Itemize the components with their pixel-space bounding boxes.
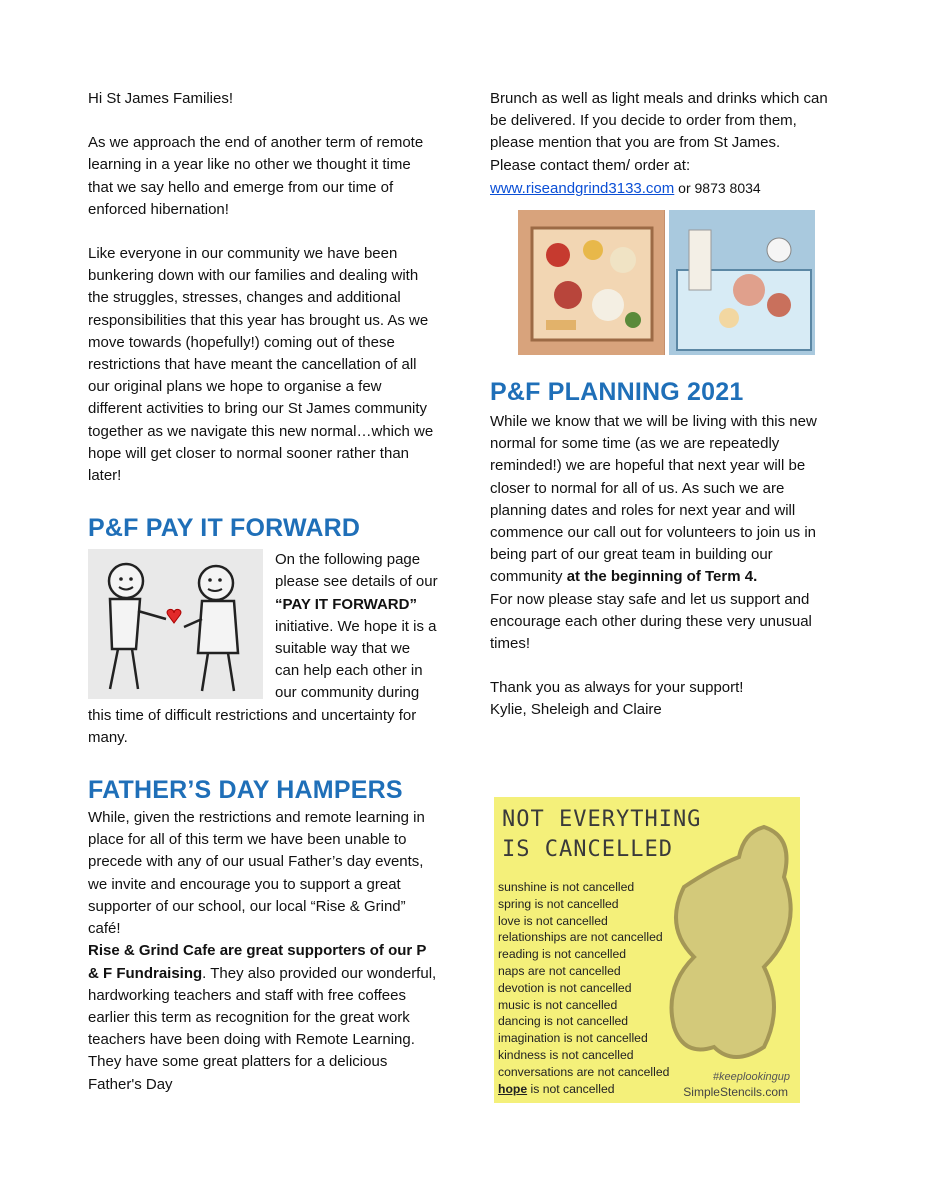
poster-item: music is not cancelled (498, 997, 618, 1012)
thanks-line: Thank you as always for your support! (490, 679, 744, 697)
payit-text-2: initiative. We hope it is a suitable way that we can help each other in our community during this time of difficult restrictions and uncertainty for many. (88, 617, 437, 746)
greeting: Hi St James Families! (88, 90, 234, 107)
hope-rest: is not cancelled (527, 1081, 615, 1096)
payit-bold: “PAY IT FORWARD” (275, 595, 417, 613)
link-line (490, 177, 840, 200)
poster-item: devotion is not cancelled (498, 980, 632, 995)
rise-grind-link[interactable]: www.riseandgrind3133.com (490, 179, 675, 197)
poster-item: sunshine is not cancelled (498, 880, 635, 894)
intro-paragraph: As we approach the end of another term of remote learning in a year like no other we thought it time that we say hello and emerge from our time of enforced hibernation! (88, 134, 424, 218)
planning-heading: P&F PLANNING 2021 (490, 378, 744, 407)
right-column (490, 88, 840, 722)
poster-list (498, 879, 669, 1097)
poster-item: naps are not cancelled (498, 963, 621, 978)
left-column (88, 88, 438, 1096)
fathers-day-heading: FATHER’S DAY HAMPERS (88, 776, 403, 805)
phone-number: or 9873 8034 (674, 179, 761, 196)
fathers-paragraph-2 (88, 940, 438, 1095)
fathers-text-2: . They also provided our wonderful, hardworking teachers and staff with free coffees earlier this term as recognition for the great work teachers have been doing with Remote Learning. They have some great platters for a delicious Father's Day (88, 964, 437, 1093)
poster-item: dancing is not cancelled (498, 1014, 629, 1029)
poster-item-hope (498, 1081, 669, 1098)
platters-photos (518, 210, 815, 355)
planning-paragraph-2: For now please stay safe and let us support and encourage each other during these very unusual times! (490, 590, 812, 653)
contact-line: Please contact them/ order at: (490, 156, 691, 174)
planning-bold: at the beginning of Term 4. (566, 568, 758, 586)
poster-title-line1: NOT EVERYTHING (502, 807, 702, 832)
poster-title (502, 805, 701, 865)
poster-item: relationships are not cancelled (498, 930, 663, 945)
boxed-platter-image (669, 210, 816, 355)
poster-site: SimpleStencils.com (683, 1085, 788, 1099)
community-paragraph: Like everyone in our community we have been bunkering down with our families and dealing with the struggles, stresses, changes and additional responsibilities that this year has brought us. As we move towards (hopefully!) coming out of these restrictions that have meant the cancellation of all our original plans we hope to organise a few different activities to bring our St James community together as we navigate this new normal…which we hope will get closer to normal sooner rather than later! (88, 245, 434, 485)
payit-heading: P&F PAY IT FORWARD (88, 514, 361, 543)
poster-title-line2: IS CANCELLED (502, 837, 673, 862)
fathers-paragraph-1: While, given the restrictions and remote learning in place for all of this term we have been unable to precede with any of our usual Father’s day events, we invite and encourage you to support a great supporter of our school, our local “Rise & Grind” café! (88, 809, 425, 938)
poster-item: spring is not cancelled (498, 896, 619, 911)
not-everything-cancelled-poster (494, 797, 800, 1103)
planning-text-1: While we know that we will be living with this new normal for some time (as we are repeatedly reminded!) we are hopeful that next year will be closer to normal for all of us. As such we are planning dates and roles for next year and will commence our call out for volunteers to join us in being part of our great team in building our community (490, 413, 817, 586)
poster-hashtag: #keeplookingup (712, 1071, 790, 1083)
planning-paragraph (490, 411, 840, 589)
poster-item: kindness is not cancelled (498, 1047, 634, 1062)
rise-grind-continued: Brunch as well as light meals and drinks which can be delivered. If you decide to order from them, please mention that you are from St James. (490, 90, 828, 152)
stick-figures-heart-image (88, 549, 263, 699)
poster-item: conversations are not cancelled (498, 1064, 670, 1079)
poster-item: imagination is not cancelled (498, 1031, 648, 1046)
poster-item: reading is not cancelled (498, 947, 627, 962)
signoff-line: Kylie, Sheleigh and Claire (490, 701, 662, 719)
grazing-platter-image (518, 210, 665, 355)
hope-word: hope (498, 1081, 528, 1096)
payit-text-1: On the following page please see details of our (275, 551, 438, 591)
poster-item: love is not cancelled (498, 913, 608, 928)
fathers-bold: Rise & Grind Cafe are great supporters of our P & F Fundraising (88, 942, 427, 982)
